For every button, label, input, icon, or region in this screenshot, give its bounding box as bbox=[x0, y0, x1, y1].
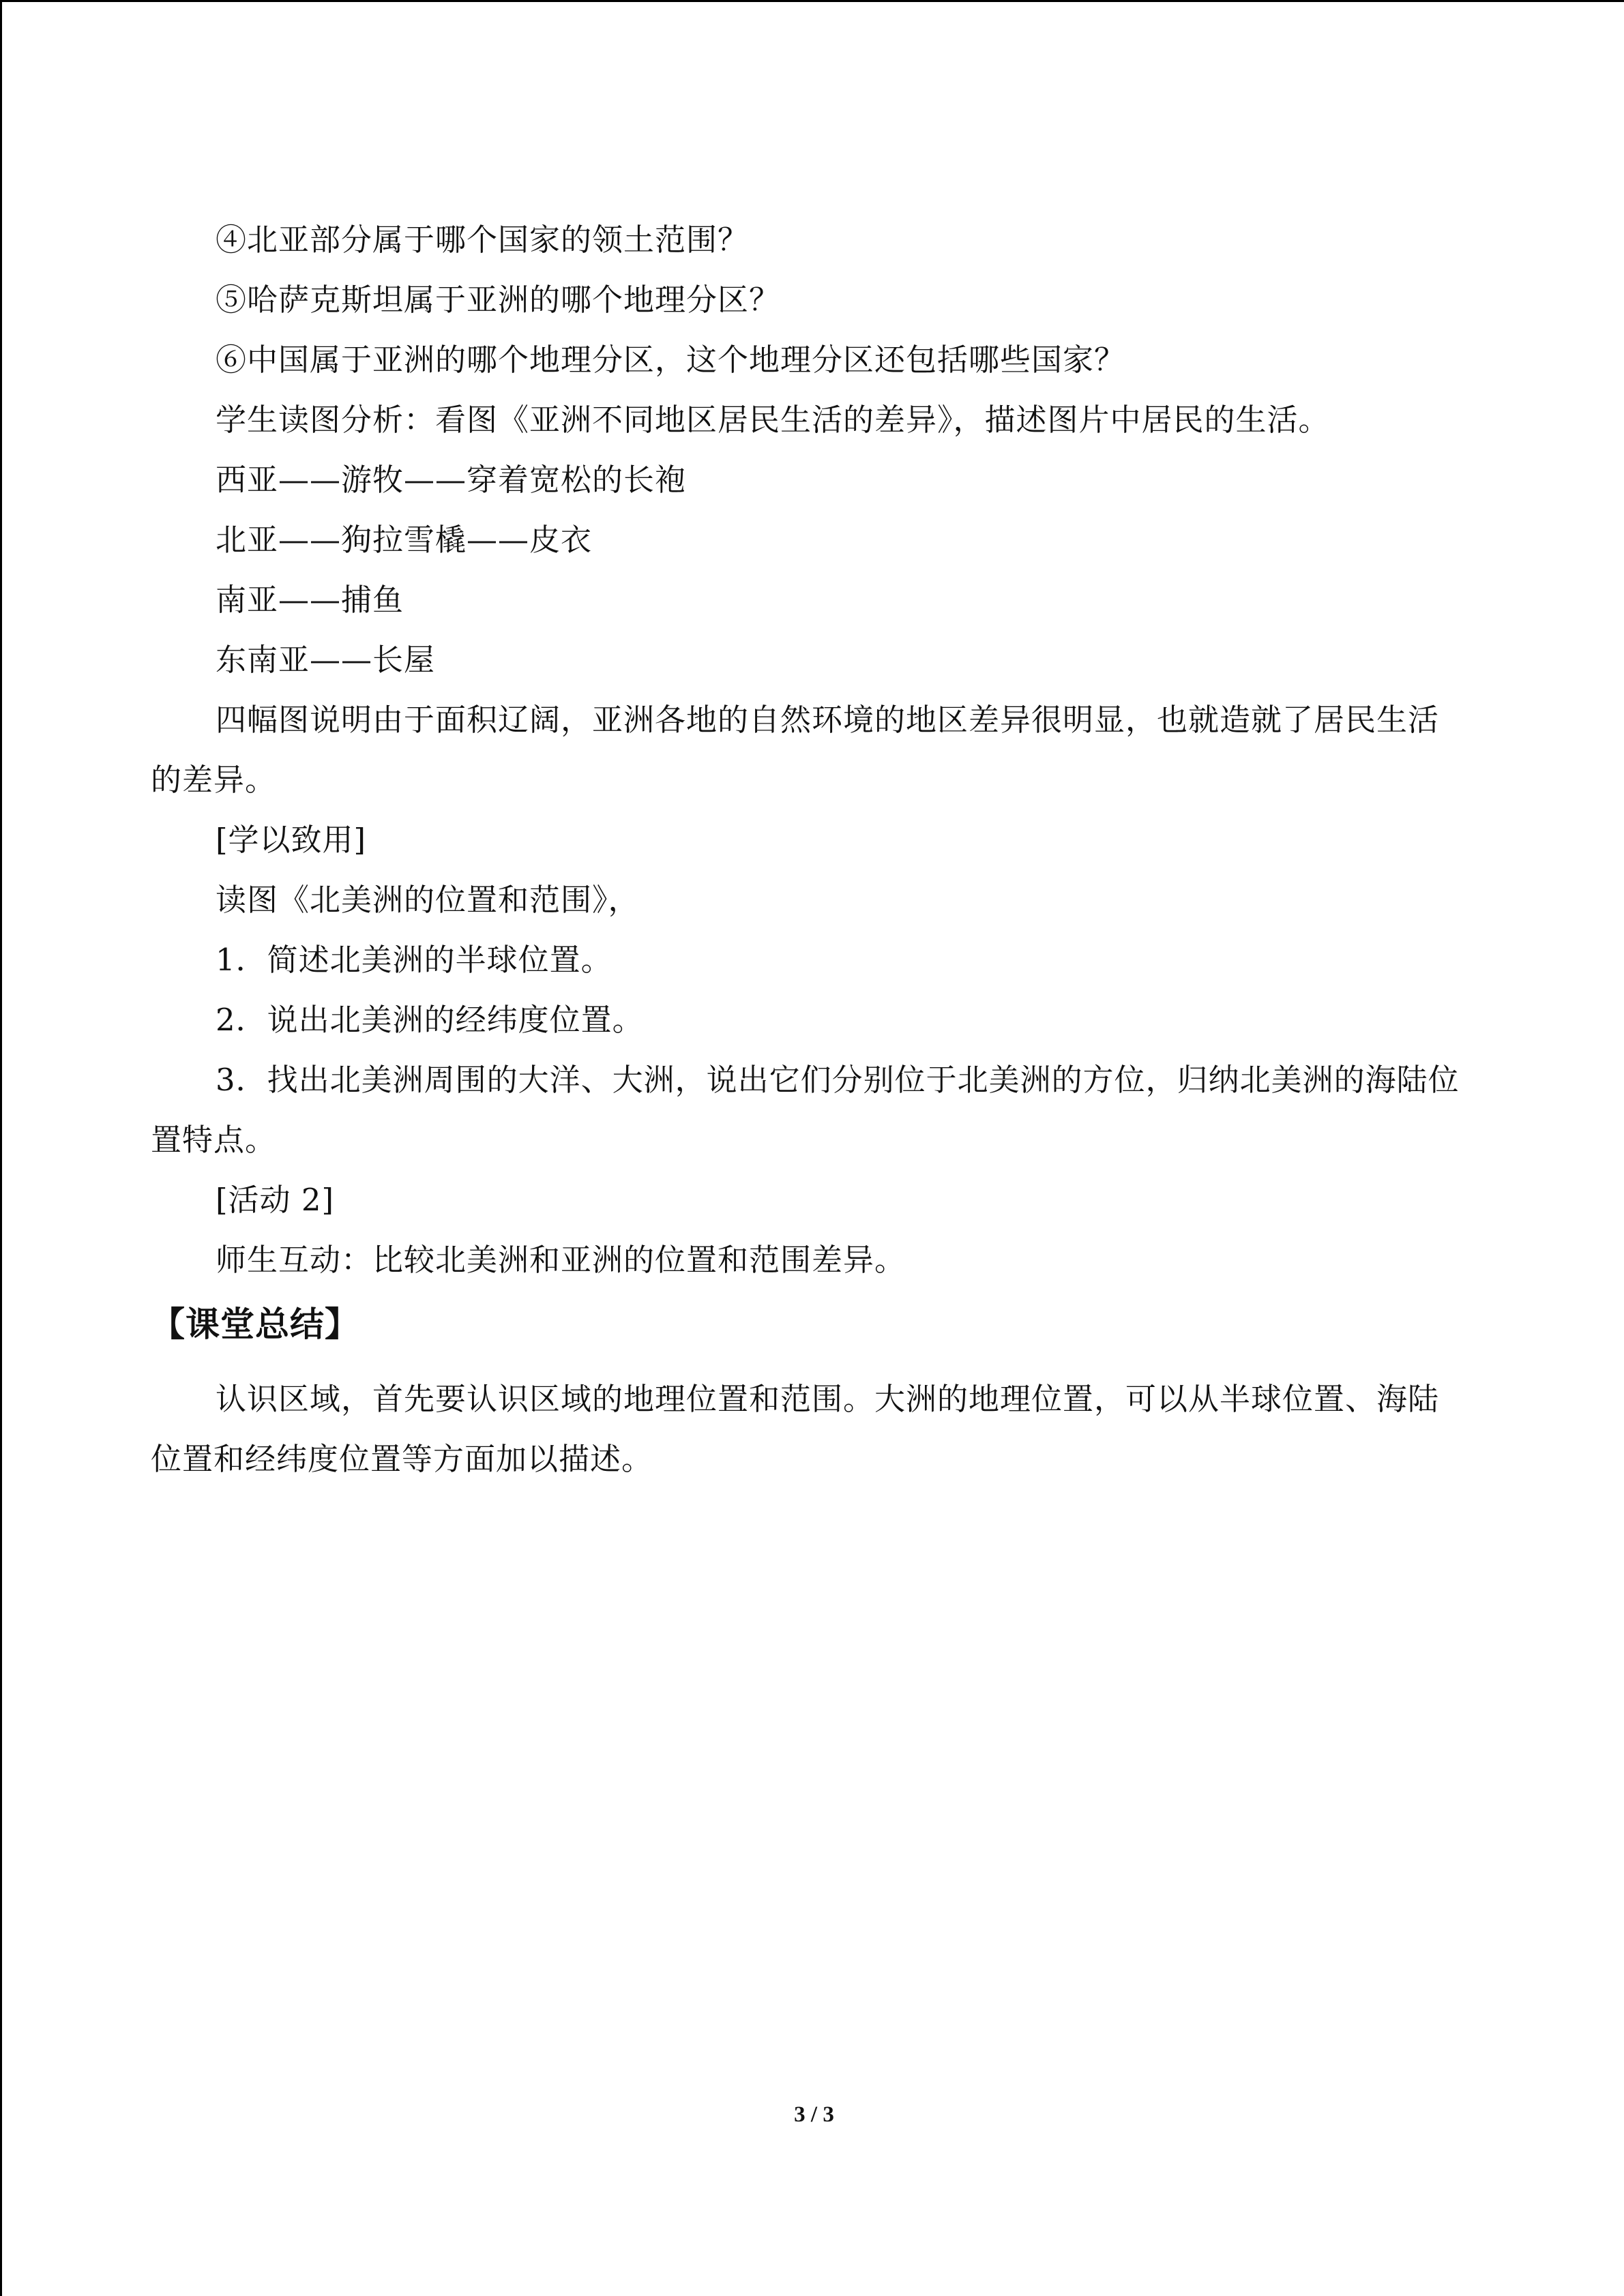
page-number: 3 / 3 bbox=[794, 2102, 834, 2127]
west-asia-line: 西亚——游牧——穿着宽松的长袍 bbox=[216, 462, 687, 498]
question-6: ⑥中国属于亚洲的哪个地理分区，这个地理分区还包括哪些国家？ bbox=[216, 342, 1126, 378]
interaction-paragraph: 师生互动：比较北美洲和亚洲的位置和范围差异。 bbox=[216, 1242, 906, 1278]
north-asia-line: 北亚——狗拉雪橇——皮衣 bbox=[216, 522, 593, 558]
task-3: 3．找出北美洲周围的大洋、大洲，说出它们分别位于北美洲的方位，归纳北美洲的海陆位置特点。 bbox=[151, 1062, 1460, 1158]
question-4: ④北亚部分属于哪个国家的领土范围？ bbox=[216, 222, 750, 258]
analysis-paragraph: 学生读图分析：看图《亚洲不同地区居民生活的差异》，描述图片中居民的生活。 bbox=[216, 402, 1330, 438]
question-5: ⑤哈萨克斯坦属于亚洲的哪个地理分区？ bbox=[216, 282, 781, 318]
apply-section-heading: [学以致用] bbox=[216, 822, 367, 858]
south-asia-line: 南亚——捕鱼 bbox=[216, 582, 404, 618]
read-map-instruction: 读图《北美洲的位置和范围》， bbox=[216, 882, 640, 918]
task-1: 1．简述北美洲的半球位置。 bbox=[216, 942, 612, 978]
activity-2-heading: [活动 2] bbox=[216, 1182, 335, 1218]
four-pictures-paragraph: 四幅图说明由于面积辽阔，亚洲各地的自然环境的地区差异很明显，也就造就了居民生活的差异。 bbox=[151, 702, 1440, 798]
task-2: 2．说出北美洲的经纬度位置。 bbox=[216, 1002, 644, 1038]
southeast-asia-line: 东南亚——长屋 bbox=[216, 642, 436, 678]
page-content bbox=[151, 210, 1467, 1489]
summary-heading: 【课堂总结】 bbox=[151, 1304, 359, 1344]
summary-paragraph: 认识区域，首先要认识区域的地理位置和范围。大洲的地理位置，可以从半球位置、海陆位置和经纬度位置等方面加以描述。 bbox=[151, 1381, 1440, 1477]
